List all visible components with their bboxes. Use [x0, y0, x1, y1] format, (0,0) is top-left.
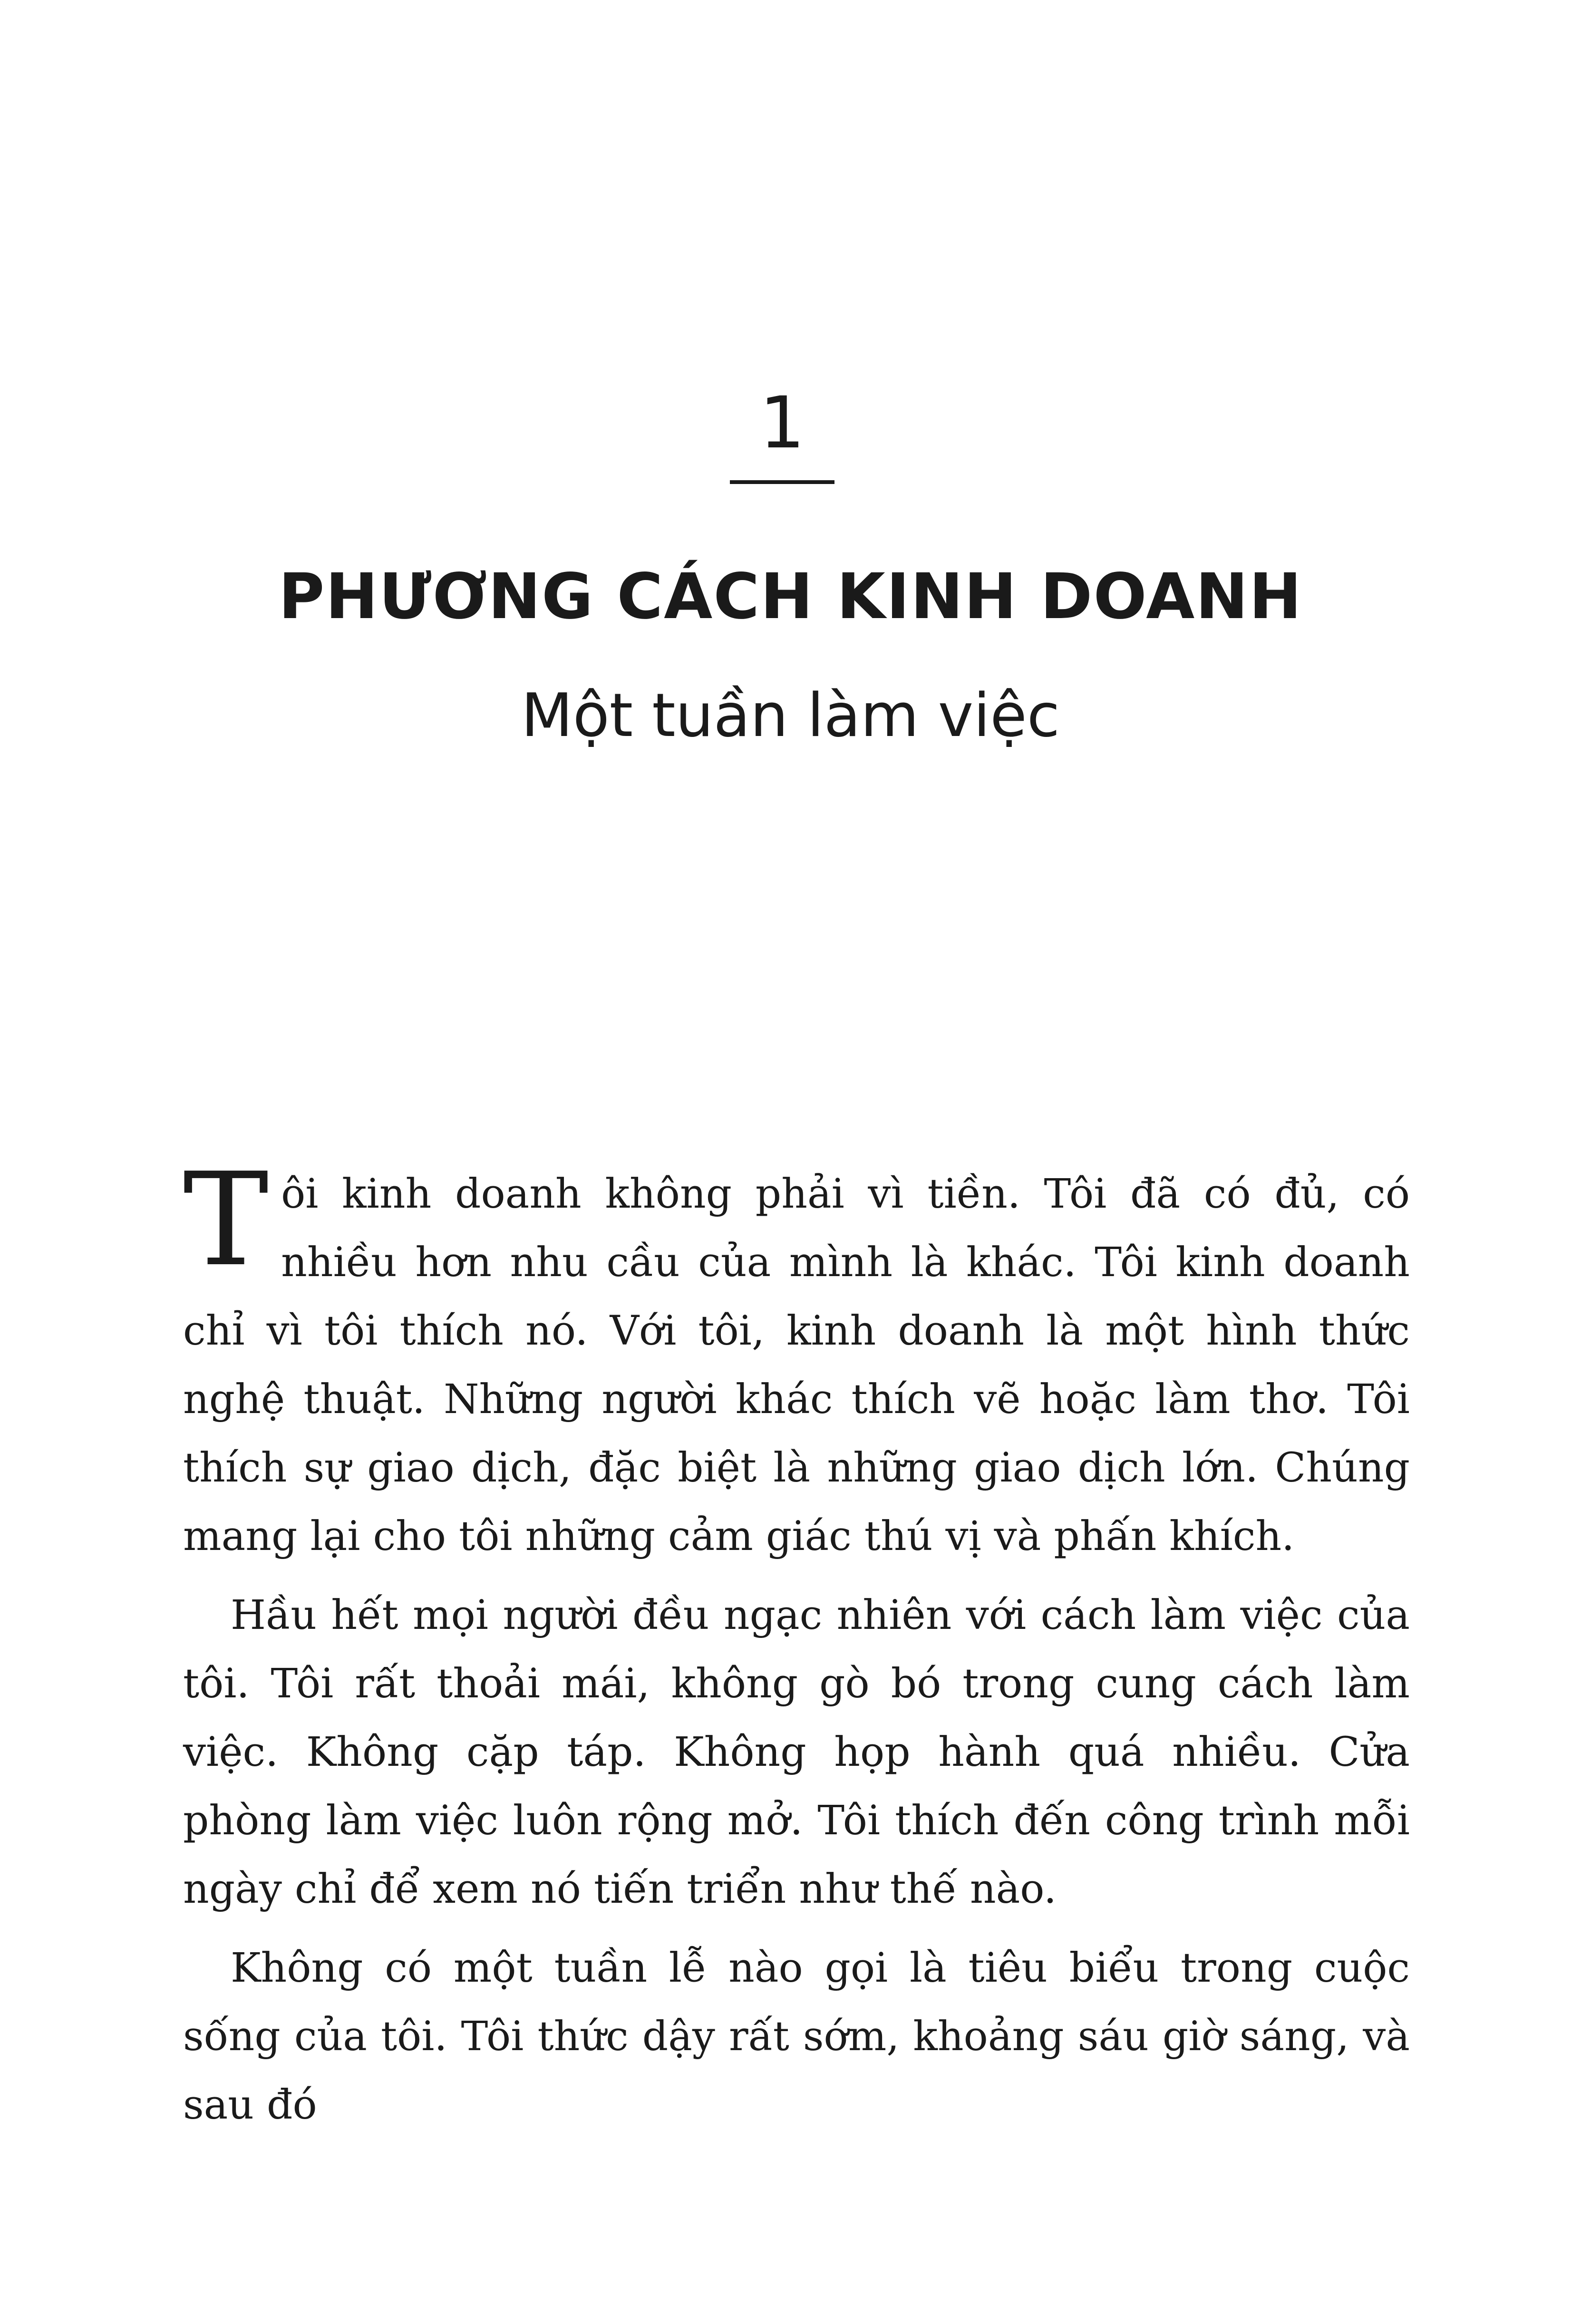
chapter-number: 1 [759, 382, 805, 465]
chapter-subtitle: Một tuần làm việc [521, 680, 1060, 750]
drop-cap: T [183, 1145, 269, 1295]
chapter-title: PHƯƠNG CÁCH KINH DOANH [278, 560, 1303, 633]
paragraph-3: Không có một tuần lễ nào gọi là tiêu biểu trong cuộc sống của tôi. Tôi thức dậy rất sớm, khoảng sáu giờ sáng, và sau đó [183, 1945, 1410, 2129]
paragraph-1-text: ôi kinh doanh không phải vì tiền. Tôi đã có đủ, có nhiều hơn nhu cầu của mình là khác. Tôi kinh doanh chỉ vì tôi thích nó. Với tôi, kinh doanh là một hình thức nghệ thuật. Những người khác thích vẽ hoặc làm thơ. Tôi thích sự giao dịch, đặc biệt là những giao dịch lớn. Chúng mang lại cho tôi những cảm giác thú vị và phấn khích. [183, 1171, 1410, 1560]
paragraph-1 [183, 1145, 1410, 1571]
paragraph-2: Hầu hết mọi người đều ngạc nhiên với cách làm việc của tôi. Tôi rất thoải mái, không gò bó trong cung cách làm việc. Không cặp táp. Không họp hành quá nhiều. Cửa phòng làm việc luôn rộng mở. Tôi thích đến công trình mỗi ngày chỉ để xem nó tiến triển như thế nào. [183, 1592, 1410, 1913]
body-text [183, 1145, 1410, 2150]
chapter-rule [730, 480, 834, 484]
